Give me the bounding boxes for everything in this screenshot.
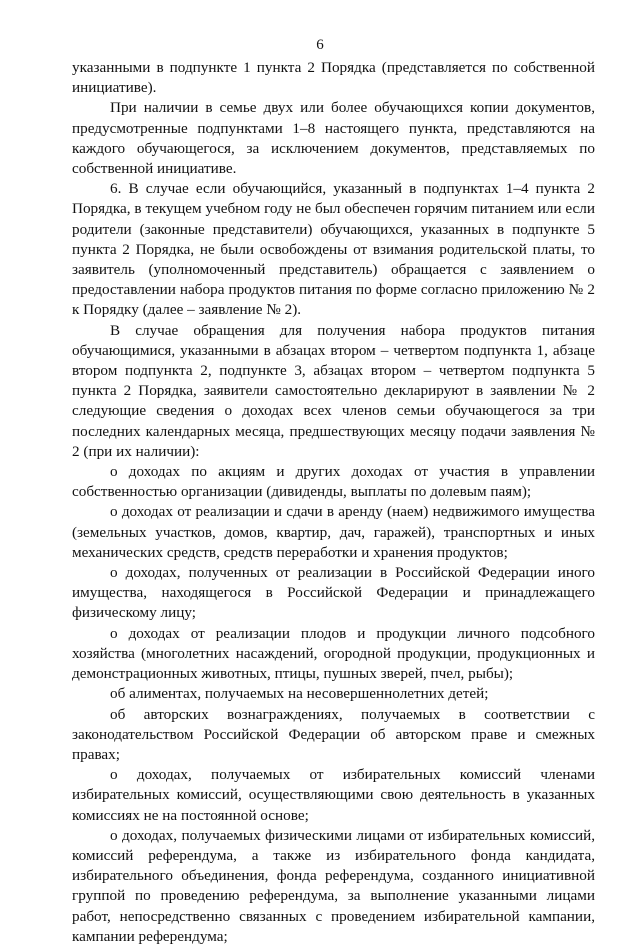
income-item-realty: о доходах от реализации и сдачи в аренду (наем) недвижимого имущества (земельных участков, домов, квартир, дач, гаражей), транспортных и иных механических средств, средств переработки и хранения продуктов; (72, 503, 595, 561)
income-item-household-farm: о доходах от реализации плодов и продукции личного подсобного хозяйства (многолетних насаждений, огородной продукции, продукционных и демонстрационных животных, птицы, пушных зверей, пчел, рыбы); (72, 624, 595, 683)
income-item-dividends: о доходах по акциям и других доходах от участия в управлении собственностью организации (дивиденды, выплаты по долевым паям); (72, 463, 595, 501)
income-item-property-sale: о доходах, полученных от реализации в Российской Федерации иного имущества, находящегося в Российской Федерации и принадлежащего физическому лицу; (72, 564, 595, 622)
paragraph-continuation: указанными в подпункте 1 пункта 2 Порядка (представляется по собственной инициативе). (72, 59, 595, 97)
income-item-election-commission-members: о доходах, получаемых от избирательных комиссий членами избирательных комиссий, осуществляющими свою деятельность в указанных комиссиях не на постоянной основе; (72, 766, 595, 824)
page-number: 6 (316, 37, 324, 53)
paragraph-copies-note: При наличии в семье двух или более обучающихся копии документов, предусмотренные подпунктами 1–8 настоящего пункта, представляются на каждого обучающегося, за исключением документов, представляемых по собственной инициативе. (72, 99, 595, 178)
document-body (72, 58, 595, 947)
paragraph-income-declaration: В случае обращения для получения набора продуктов питания обучающимися, указанными в абзацах втором – четвертом подпункта 1, абзаце втором подпункта 2, подпункте 3, абзацах втором – четвертом подпункта 5 пункта 2 Порядка, заявители самостоятельно декларируют в заявлении № 2 следующие сведения о доходах всех членов семьи обучающегося за три последних календарных месяца, предшествующих месяцу подачи заявления № 2 (при их наличии): (72, 321, 595, 460)
income-item-election-works: о доходах, получаемых физическими лицами от избирательных комиссий, комиссий референдума, а также из избирательного фонда кандидата, избирательного объединения, фонда референдума, созданного инициативной группой по проведению референдума, за выполнение указанными лицами работ, непосредственно связанных с проведением избирательной кампании, кампании референдума; (72, 826, 595, 945)
paragraph-item-6: 6. В случае если обучающийся, указанный в подпунктах 1–4 пункта 2 Порядка, в текущем учебном году не был обеспечен горячим питанием или если родители (законные представители) обучающихся, указанных в подпункте 5 пункта 2 Порядка, не были освобождены от взимания родительской платы, то заявитель (уполномоченный представитель) обращается с заявлением о предоставлении набора продуктов питания по форме согласно приложению № 2 к Порядку (далее – заявление № 2). (72, 180, 595, 319)
income-item-alimony: об алиментах, получаемых на несовершеннолетних детей; (110, 685, 489, 703)
income-item-royalties: об авторских вознаграждениях, получаемых в соответствии с законодательством Российской Федерации об авторском праве и смежных правах; (72, 705, 595, 763)
